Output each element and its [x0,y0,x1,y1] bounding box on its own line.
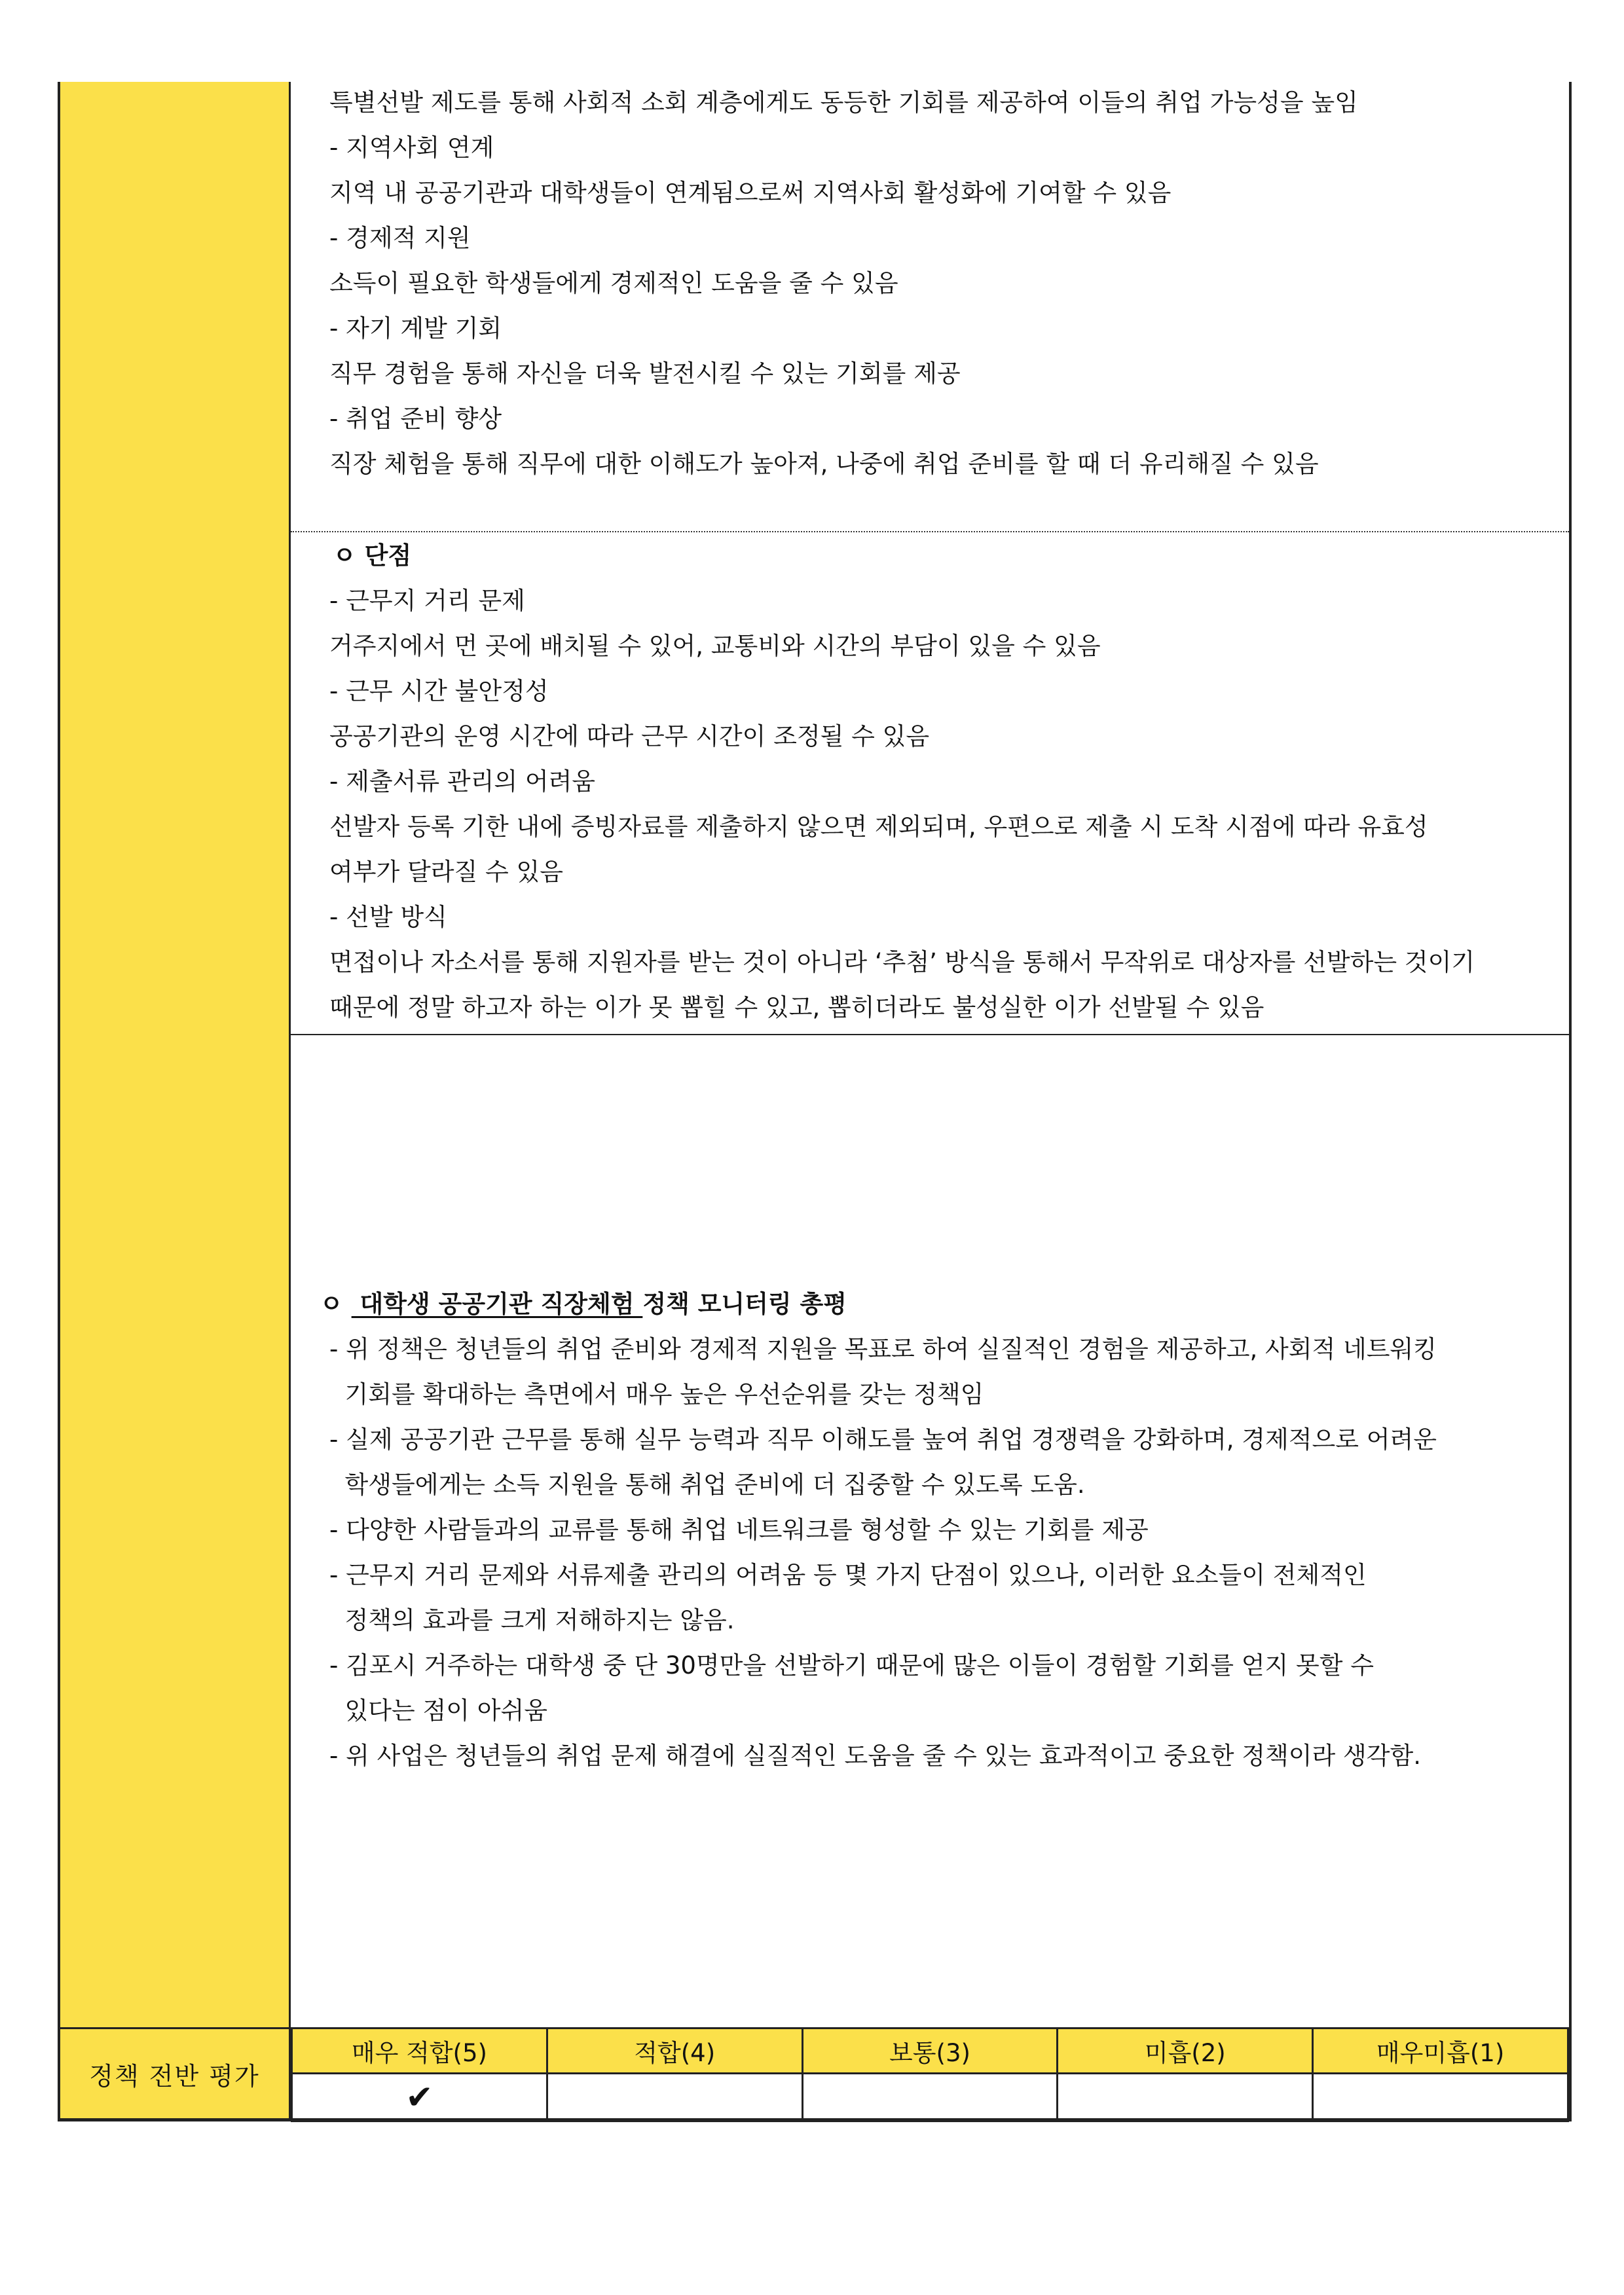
pros-line: - 취업 준비 향상 [329,405,502,433]
pros-line: 직장 체험을 통해 직무에 대한 이해도가 높아져, 나중에 취업 준비를 할 때 더 유리해질 수 있음 [329,450,1319,478]
rating-header: 매우미흡(1) [1313,2029,1568,2074]
summary-line: - 위 정책은 청년들의 취업 준비와 경제적 지원을 목표로 하여 실질적인 경험을 제공하고, 사회적 네트워킹 [329,1335,1437,1363]
summary-line: 정책의 효과를 크게 저해하지는 않음. [329,1606,735,1634]
evaluation-table [291,2027,1569,2122]
pros-line: - 지역사회 연계 [329,134,494,162]
cons-line: - 근무 시간 불안정성 [329,677,549,705]
summary-line: 기회를 확대하는 측면에서 매우 높은 우선순위를 갖는 정책임 [329,1380,984,1408]
rating-header: 미흡(2) [1058,2029,1313,2074]
evaluation-label: 정책 전반 평가 [58,2027,291,2118]
summary-title-underlined: 대학생 공공기관 직장체험 [351,1290,643,1318]
rating-header: 적합(4) [547,2029,802,2074]
pros-line: 지역 내 공공기관과 대학생들이 연계됨으로써 지역사회 활성화에 기여할 수 있음 [329,179,1172,207]
cons-line: - 근무지 거리 문제 [329,587,525,615]
label-column [58,82,291,2092]
summary-heading [320,1292,847,1316]
table-right-border [1569,82,1572,2121]
summary-line: 학생들에게는 소득 지원을 통해 취업 준비에 더 집중할 수 있도록 도움. [329,1471,1085,1499]
pros-line: 소득이 필요한 학생들에게 경제적인 도움을 줄 수 있음 [329,269,898,297]
cons-heading: ㅇ 단점 [333,542,412,570]
pros-line: 특별선발 제도를 통해 사회적 소회 계층에게도 동등한 기회를 제공하여 이들의 취업 가능성을 높임 [329,88,1358,117]
rating-cell [1058,2074,1313,2121]
summary-line: - 근무지 거리 문제와 서류제출 관리의 어려움 등 몇 가지 단점이 있으나, 이러한 요소들이 전체적인 [329,1561,1367,1589]
cons-line: 거주지에서 먼 곳에 배치될 수 있어, 교통비와 시간의 부담이 있을 수 있음 [329,632,1101,660]
cons-line: 여부가 달라질 수 있음 [329,858,563,886]
rating-cell [547,2074,802,2121]
summary-line: - 다양한 사람들과의 교류를 통해 취업 네트워크를 형성할 수 있는 기회를 제공 [329,1516,1149,1544]
cons-line: 때문에 정말 하고자 하는 이가 못 뽑힐 수 있고, 뽑히더라도 불성실한 이가 선발될 수 있음 [329,993,1264,1021]
summary-line: 있다는 점이 아쉬움 [329,1697,547,1725]
policy-evaluation-sheet [58,82,1572,2118]
pros-line: 직무 경험을 통해 자신을 더욱 발전시킬 수 있는 기회를 제공 [329,359,961,388]
summary-line: - 위 사업은 청년들의 취업 문제 해결에 실질적인 도움을 줄 수 있는 효과적이고 중요한 정책이라 생각함. [329,1742,1421,1770]
summary-line: - 김포시 거주하는 대학생 중 단 30명만을 선발하기 때문에 많은 이들이 경험할 기회를 얻지 못할 수 [329,1651,1375,1680]
rating-header: 보통(3) [802,2029,1058,2074]
rating-cell-checkmark: ✔ [292,2074,547,2121]
section-divider-solid [291,1034,1569,1035]
cons-line: 공공기관의 운영 시간에 따라 근무 시간이 조정될 수 있음 [329,722,930,750]
rating-cell [802,2074,1058,2121]
pros-line: - 경제적 지원 [329,224,471,252]
summary-line: - 실제 공공기관 근무를 통해 실무 능력과 직무 이해도를 높여 취업 경쟁력을 강화하며, 경제적으로 어려운 [329,1425,1437,1454]
cons-line: - 선발 방식 [329,903,447,931]
pros-line: - 자기 계발 기회 [329,314,502,342]
rating-header: 매우 적합(5) [292,2029,547,2074]
cons-line: - 제출서류 관리의 어려움 [329,767,596,796]
cons-line: 면접이나 자소서를 통해 지원자를 받는 것이 아니라 ‘추첨’ 방식을 통해서 무작위로 대상자를 선발하는 것이기 [329,948,1475,976]
section-divider [291,531,1569,532]
summary-bullet: ㅇ [320,1290,343,1318]
rating-cell [1313,2074,1568,2121]
cons-line: 선발자 등록 기한 내에 증빙자료를 제출하지 않으면 제외되며, 우편으로 제출 시 도착 시점에 따라 유효성 [329,813,1428,841]
summary-title-rest: 정책 모니터링 총평 [642,1290,847,1318]
